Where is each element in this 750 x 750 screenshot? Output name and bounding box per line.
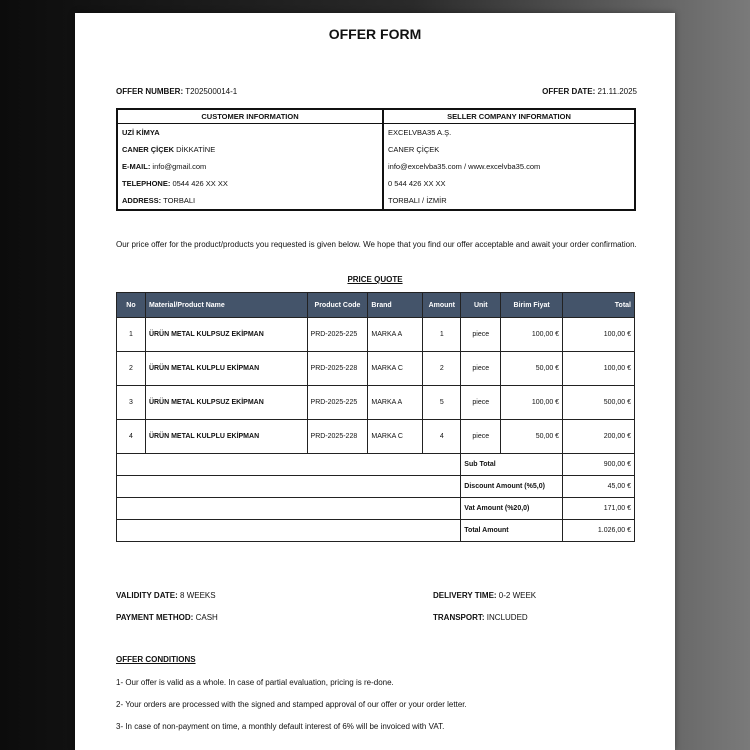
row-no: 3 xyxy=(117,386,146,420)
offer-number-value: T202500014-1 xyxy=(185,87,238,96)
row-unit: piece xyxy=(461,352,501,386)
transport-label: TRANSPORT: xyxy=(433,613,485,622)
delivery-value: 0-2 WEEK xyxy=(498,591,537,600)
payment-method xyxy=(116,613,218,622)
discount-label: Discount Amount (%5,0) xyxy=(461,476,563,498)
row-product-name: ÜRÜN METAL KULPSUZ EKİPMAN xyxy=(145,318,307,352)
row-unit: piece xyxy=(461,386,501,420)
summary-blank xyxy=(117,520,461,542)
customer-contact-suffix: DİKKATİNE xyxy=(174,145,216,154)
table-row xyxy=(117,386,635,420)
validity-value: 8 WEEKS xyxy=(180,591,216,600)
transport xyxy=(433,613,528,622)
customer-email xyxy=(117,158,383,175)
col-header-code: Product Code xyxy=(307,293,368,318)
row-product-name: ÜRÜN METAL KULPLU EKİPMAN xyxy=(145,352,307,386)
row-product-code: PRD-2025-225 xyxy=(307,386,368,420)
customer-contact-name: CANER ÇİÇEK xyxy=(122,145,175,154)
customer-address-value: TORBALI xyxy=(163,196,196,205)
offer-date-value: 21.11.2025 xyxy=(597,87,637,96)
seller-email-web: info@excelvba35.com / www.excelvba35.com xyxy=(388,162,541,171)
validity-label: VALIDITY DATE: xyxy=(116,591,178,600)
transport-value: INCLUDED xyxy=(486,613,528,622)
offer-number xyxy=(116,87,237,96)
payment-label: PAYMENT METHOD: xyxy=(116,613,194,622)
table-row xyxy=(117,318,635,352)
col-header-no: No xyxy=(117,293,146,318)
delivery-time xyxy=(433,591,536,600)
subtotal-value: 900,00 € xyxy=(563,454,635,476)
subtotal-label: Sub Total xyxy=(461,454,563,476)
customer-info-header: CUSTOMER INFORMATION xyxy=(117,109,383,124)
summary-blank xyxy=(117,454,461,476)
row-unit-price: 50,00 € xyxy=(501,420,563,454)
offer-conditions-title: OFFER CONDITIONS xyxy=(116,655,196,664)
seller-contact: CANER ÇİÇEK xyxy=(388,145,440,154)
validity-date xyxy=(116,591,216,600)
offer-date-label: OFFER DATE: xyxy=(542,87,596,96)
seller-phone: 0 544 426 XX XX xyxy=(388,179,446,188)
table-header-row xyxy=(117,293,635,318)
discount-value: 45,00 € xyxy=(563,476,635,498)
offer-number-label: OFFER NUMBER: xyxy=(116,87,184,96)
customer-phone xyxy=(117,175,383,192)
vat-value: 171,00 € xyxy=(563,498,635,520)
row-amount: 1 xyxy=(423,318,461,352)
seller-name: EXCELVBA35 A.Ş. xyxy=(388,128,452,137)
summary-row-vat xyxy=(117,498,635,520)
delivery-label: DELIVERY TIME: xyxy=(433,591,497,600)
table-row xyxy=(117,352,635,386)
customer-phone-label: TELEPHONE: xyxy=(122,179,171,188)
row-unit-price: 50,00 € xyxy=(501,352,563,386)
payment-value: CASH xyxy=(195,613,218,622)
col-header-brand: Brand xyxy=(368,293,423,318)
price-quote-title: PRICE QUOTE xyxy=(347,275,403,284)
seller-address: TORBALI / İZMİR xyxy=(388,196,447,205)
summary-blank xyxy=(117,476,461,498)
customer-email-label: E-MAIL: xyxy=(122,162,151,171)
row-brand: MARKA C xyxy=(368,420,423,454)
row-amount: 4 xyxy=(423,420,461,454)
condition-item: 2- Your orders are processed with the signed and stamped approval of our offer or your order letter. xyxy=(116,700,467,709)
customer-address-label: ADDRESS: xyxy=(122,196,162,205)
customer-phone-value: 0544 426 XX XX xyxy=(172,179,228,188)
row-no: 1 xyxy=(117,318,146,352)
row-amount: 5 xyxy=(423,386,461,420)
customer-name: UZİ KİMYA xyxy=(117,124,383,142)
table-row xyxy=(117,420,635,454)
row-product-name: ÜRÜN METAL KULPSUZ EKİPMAN xyxy=(145,386,307,420)
summary-blank xyxy=(117,498,461,520)
row-no: 4 xyxy=(117,420,146,454)
col-header-total: Total xyxy=(563,293,635,318)
row-total: 100,00 € xyxy=(563,318,635,352)
col-header-name: Material/Product Name xyxy=(145,293,307,318)
col-header-price: Birim Fiyat xyxy=(501,293,563,318)
row-product-code: PRD-2025-225 xyxy=(307,318,368,352)
price-table xyxy=(116,292,635,542)
vat-label: Vat Amount (%20,0) xyxy=(461,498,563,520)
row-product-code: PRD-2025-228 xyxy=(307,420,368,454)
seller-info-header: SELLER COMPANY INFORMATION xyxy=(383,109,635,124)
customer-contact xyxy=(117,141,383,158)
row-total: 200,00 € xyxy=(563,420,635,454)
row-no: 2 xyxy=(117,352,146,386)
row-unit: piece xyxy=(461,420,501,454)
row-unit-price: 100,00 € xyxy=(501,386,563,420)
page-title: OFFER FORM xyxy=(328,26,422,42)
condition-item: 3- In case of non-payment on time, a monthly default interest of 6% will be invoiced with VAT. xyxy=(116,722,445,731)
row-brand: MARKA C xyxy=(368,352,423,386)
offer-date xyxy=(542,87,637,96)
info-table xyxy=(116,108,636,211)
row-brand: MARKA A xyxy=(368,318,423,352)
row-product-name: ÜRÜN METAL KULPLU EKİPMAN xyxy=(145,420,307,454)
customer-email-value: info@gmail.com xyxy=(152,162,207,171)
customer-address xyxy=(117,192,383,210)
col-header-amount: Amount xyxy=(423,293,461,318)
summary-row-total xyxy=(117,520,635,542)
intro-text: Our price offer for the product/products you requested is given below. We hope that you find our offer acceptable and await your order confirmation. xyxy=(116,240,637,249)
total-amount-label: Total Amount xyxy=(461,520,563,542)
row-unit-price: 100,00 € xyxy=(501,318,563,352)
condition-item: 1- Our offer is valid as a whole. In case of partial evaluation, pricing is re-done. xyxy=(116,678,394,687)
summary-row-discount xyxy=(117,476,635,498)
total-amount-value: 1.026,00 € xyxy=(563,520,635,542)
col-header-unit: Unit xyxy=(461,293,501,318)
row-unit: piece xyxy=(461,318,501,352)
row-amount: 2 xyxy=(423,352,461,386)
offer-form-page xyxy=(75,13,675,750)
summary-row-subtotal xyxy=(117,454,635,476)
row-product-code: PRD-2025-228 xyxy=(307,352,368,386)
row-brand: MARKA A xyxy=(368,386,423,420)
row-total: 500,00 € xyxy=(563,386,635,420)
row-total: 100,00 € xyxy=(563,352,635,386)
